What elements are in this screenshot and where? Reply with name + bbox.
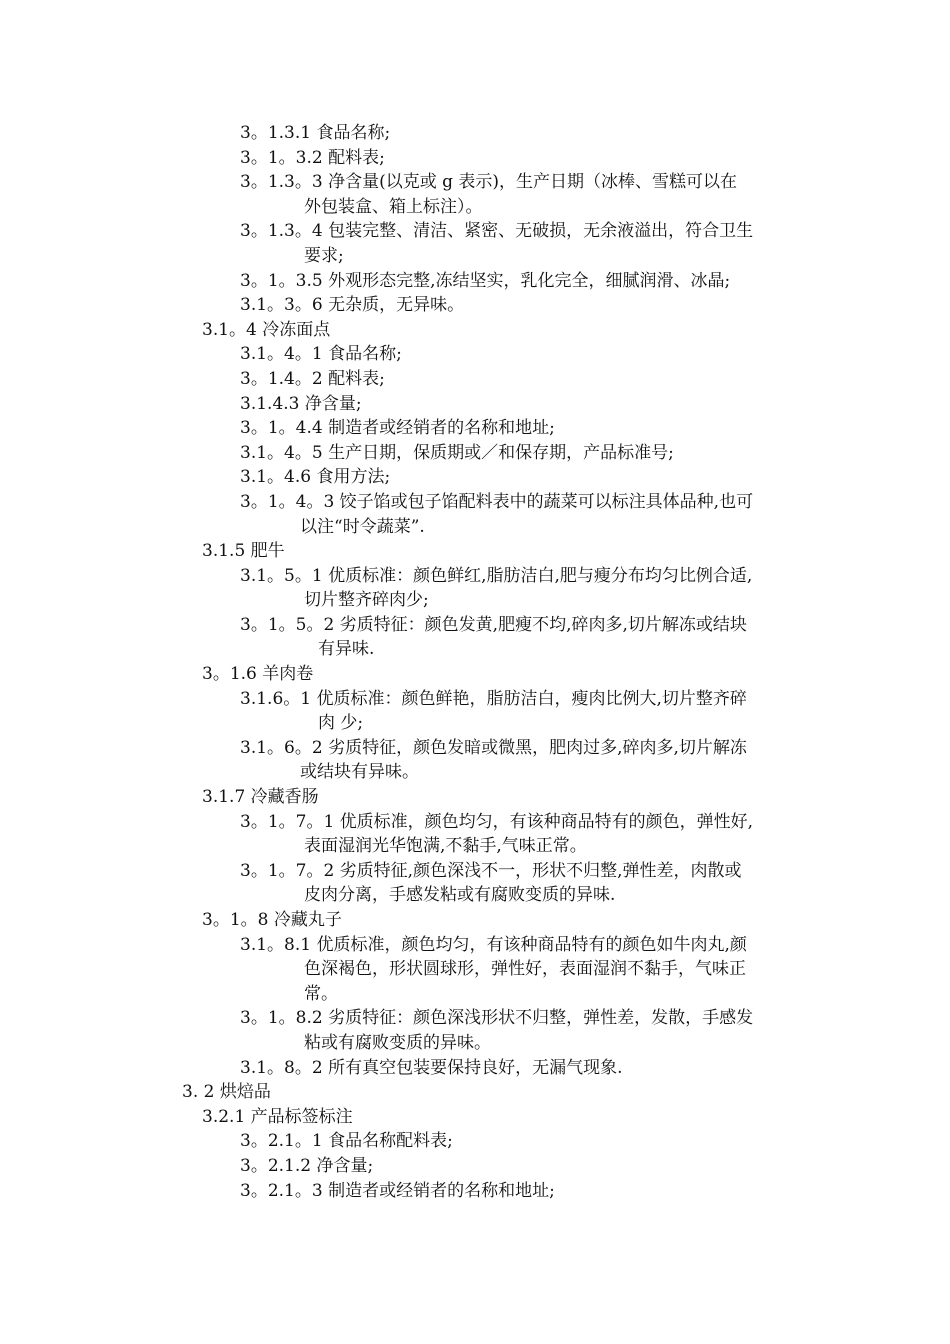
section-heading: 3。1.6 羊肉卷 — [202, 664, 314, 685]
document-line: 3.1.6。1 优质标准：颜色鲜艳，脂肪洁白，瘦肉比例大,切片整齐碎 — [240, 688, 747, 709]
document-line: 3.1。3。6 无杂质，无异味。 — [240, 295, 465, 316]
document-line: 3.1。8.1 优质标准，颜色均匀，有该种商品特有的颜色如牛肉丸,颜 — [240, 934, 747, 955]
section-heading: 3.1.5 肥牛 — [202, 541, 285, 562]
document-line: 3.1。5。1 优质标准：颜色鲜红,脂肪洁白,肥与瘦分布均匀比例合适, — [240, 565, 753, 586]
document-line: 以注“时令蔬菜”. — [300, 516, 425, 537]
document-line: 3.1。8。2 所有真空包装要保持良好，无漏气现象. — [240, 1057, 623, 1078]
section-heading: 3.2.1 产品标签标注 — [202, 1106, 353, 1127]
document-line: 3。1。3.2 配料表; — [240, 147, 385, 168]
document-line: 常。 — [304, 983, 338, 1004]
document-line: 3.1。6。2 劣质特征，颜色发暗或微黑，肥肉过多,碎肉多,切片解冻 — [240, 737, 747, 758]
document-line: 或结块有异味。 — [300, 762, 419, 783]
document-line: 外包装盒、箱上标注）。 — [304, 196, 483, 217]
document-line: 3。1。7。2 劣质特征,颜色深浅不一，形状不归整,弹性差，肉散或 — [240, 860, 742, 881]
document-line: 3。1。5。2 劣质特征：颜色发黄,肥瘦不均,碎肉多,切片解冻或结块 — [240, 614, 747, 635]
document-line: 3。1.3.1 食品名称; — [240, 123, 391, 143]
document-line: 3。1。4。3 饺子馅或包子馅配料表中的蔬菜可以标注具体品种,也可 — [240, 491, 754, 512]
document-line: 3。2.1。3 制造者或经销者的名称和地址; — [240, 1180, 555, 1201]
document-line: 3。2.1.2 净含量; — [240, 1155, 374, 1176]
document-line: 3。1。7。1 优质标准，颜色均匀，有该种商品特有的颜色，弹性好, — [240, 811, 754, 832]
document-line: 有异味. — [318, 639, 375, 660]
document-line: 3。1。3.5 外观形态完整,冻结坚实，乳化完全，细腻润滑、冰晶; — [240, 270, 731, 291]
document-body — [0, 121, 950, 1203]
document-line: 表面湿润光华饱满,不黏手,气味正常。 — [304, 836, 587, 857]
document-line: 3。1.3。4 包装完整、清洁、紧密、无破损，无余液溢出，符合卫生 — [240, 221, 754, 242]
section-heading: 3. 2 烘焙品 — [182, 1082, 271, 1103]
document-line: 切片整齐碎肉少; — [304, 590, 429, 611]
document-line: 要求; — [304, 245, 344, 266]
document-line: 3.1。4。1 食品名称; — [240, 344, 402, 365]
document-line: 3。2.1。1 食品名称配料表; — [240, 1131, 453, 1152]
document-line: 3。1。4.4 制造者或经销者的名称和地址; — [240, 418, 555, 439]
document-line: 3。1。8.2 劣质特征：颜色深浅形状不归整，弹性差，发散，手感发 — [240, 1008, 754, 1029]
document-line: 肉 少; — [318, 713, 364, 734]
document-line: 3。1.3。3 净含量(以克或 g 表示)，生产日期（冰棒、雪糕可以在 — [240, 172, 738, 193]
section-heading: 3.1。4 冷冻面点 — [202, 319, 331, 340]
document-line: 粘或有腐败变质的异味。 — [304, 1032, 491, 1053]
document-line: 皮肉分离，手感发粘或有腐败变质的异味. — [304, 885, 616, 906]
section-heading: 3。1。8 冷藏丸子 — [202, 910, 342, 930]
document-line: 3.1.4.3 净含量; — [240, 393, 362, 414]
document-line: 3.1。4.6 食用方法; — [240, 467, 391, 488]
document-line: 3.1。4。5 生产日期，保质期或／和保存期，产品标准号; — [240, 442, 674, 463]
section-heading: 3.1.7 冷藏香肠 — [202, 787, 319, 808]
document-line: 3。1.4。2 配料表; — [240, 368, 385, 389]
document-line: 色深褐色，形状圆球形，弹性好，表面湿润不黏手，气味正 — [304, 959, 746, 980]
